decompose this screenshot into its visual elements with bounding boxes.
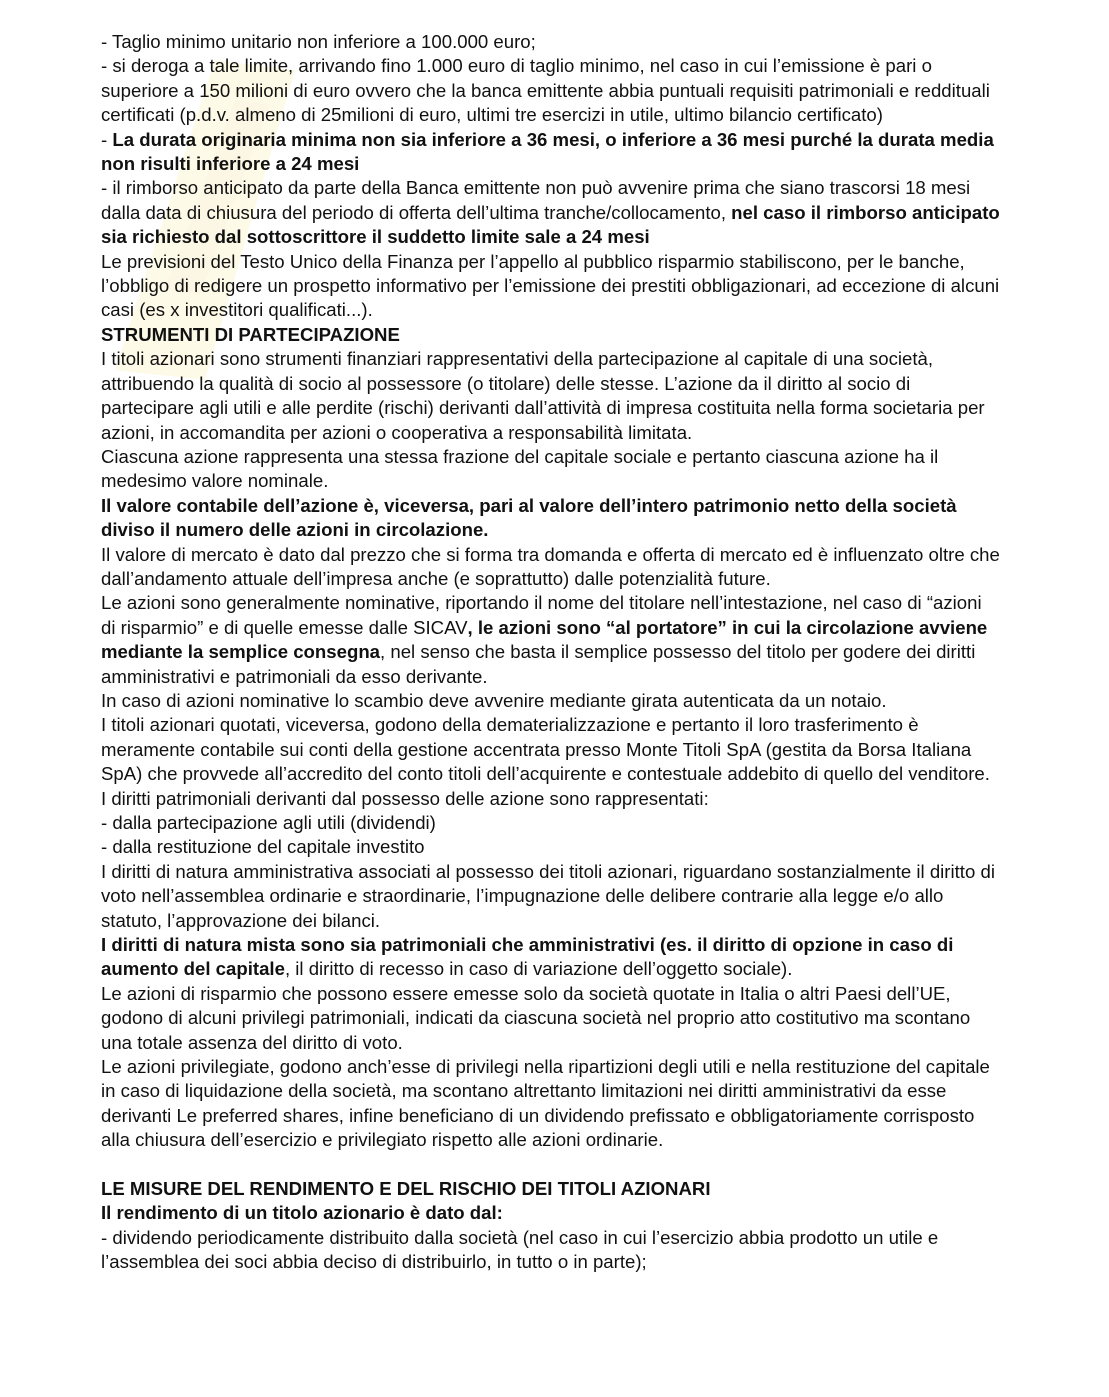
paragraph: I diritti patrimoniali derivanti dal possesso delle azione sono rappresentati: <box>101 787 709 809</box>
text-run: - il rimborso anticipato da parte della Banca emittente non può avvenire prima che siano trascorsi 18 mesi dalla data di chiusura del periodo di offerta dell’ultima tranche/collocamento, <box>101 177 971 223</box>
paragraph: I titoli azionari quotati, viceversa, godono della dematerializzazione e pertanto il loro trasferimento è meramente contabile sui conti della gestione accentrata presso Monte Titoli SpA (gestita da Borsa Italiana SpA) che provvede all’accredito del conto titoli dell’acquirente e contestuale addebito di quello del venditore. <box>101 714 990 785</box>
subheading: Il rendimento di un titolo azionario è dato dal: <box>101 1202 503 1224</box>
list-item: - dalla restituzione del capitale investito <box>101 836 425 858</box>
text-run: , nel senso che basta il semplice possesso del titolo per godere dei diritti amministrativi e patrimoniali da esso derivante. <box>101 641 976 687</box>
paragraph <box>101 591 1001 689</box>
section-heading: LE MISURE DEL RENDIMENTO E DEL RISCHIO DEI TITOLI AZIONARI <box>101 1178 711 1200</box>
paragraph: Le azioni privilegiate, godono anch’esse di privilegi nella ripartizioni degli utili e nella restituzione del capitale in caso di liquidazione della società, ma scontano altrettanto limitazioni nei diritti amministrativi da esse derivanti Le preferred shares, infine beneficiano di un dividendo prefissato e obbligatoriamente corrisposto alla chiusura dell’esercizio e privilegiato rispetto alle azioni ordinarie. <box>101 1056 990 1151</box>
paragraph <box>101 128 1001 177</box>
paragraph <box>101 176 1001 249</box>
text-run: Le azioni sono generalmente nominative, riportando il nome del titolare nell’intestazione, nel caso di “azioni di risparmio” e di quelle emesse dalle SICAV <box>101 592 982 638</box>
paragraph: - Taglio minimo unitario non inferiore a 100.000 euro; <box>101 31 536 52</box>
paragraph: Il valore di mercato è dato dal prezzo che si forma tra domanda e offerta di mercato ed è influenzato oltre che dall’andamento attuale dell’impresa anche (e soprattutto) dalle potenzialità future. <box>101 543 1000 589</box>
text-run: - <box>101 128 113 150</box>
bold-text: I diritti di natura mista sono sia patrimoniali che amministrativi (es. il diritto di opzione in caso di aumento del capitale <box>101 934 954 980</box>
bold-text: , le azioni sono “al portatore” in cui la circolazione avviene mediante la semplice consegna <box>101 616 988 663</box>
list-item: - dividendo periodicamente distribuito dalla società (nel caso in cui l’esercizio abbia prodotto un utile e l’assemblea dei soci abbia deciso di distribuirlo, in tutto o in parte); <box>101 1226 939 1273</box>
text-run: , il diritto di recesso in caso di variazione dell’oggetto sociale). <box>284 958 793 980</box>
bold-paragraph: Il valore contabile dell’azione è, viceversa, pari al valore dell’intero patrimonio netto della società diviso il numero delle azioni in circolazione. <box>101 494 957 541</box>
paragraph: Ciascuna azione rappresenta una stessa frazione del capitale sociale e pertanto ciascuna azione ha il medesimo valore nominale. <box>101 445 939 492</box>
paragraph: I titoli azionari sono strumenti finanziari rappresentativi della partecipazione al capitale di una società, attribuendo la qualità di socio al possessore (o titolare) delle stesse. L’azione da il diritto al socio di partecipare agli utili e alle perdite (rischi) derivanti dall’attività di impresa costituita nella forma societaria per azioni, in accomandita per azioni o cooperativa a responsabilità limitata. <box>101 348 985 443</box>
paragraph: I diritti di natura amministrativa associati al possesso dei titoli azionari, riguardano sostanzialmente il diritto di voto nell’assemblea ordinarie e straordinarie, l’impugnazione delle delibere contrarie alla legge e/o allo statuto, l’approvazione dei bilanci. <box>101 860 995 931</box>
bold-text: nel caso il rimborso anticipato sia richiesto dal sottoscrittore il suddetto limite sale a 24 mesi <box>101 201 1000 248</box>
spacer <box>101 1153 1001 1177</box>
bold-text: La durata originaria minima non sia inferiore a 36 mesi, o inferiore a 36 mesi purché la durata media non risulti inferiore a 24 mesi <box>101 128 994 175</box>
paragraph <box>101 933 1001 982</box>
list-item: - dalla partecipazione agli utili (dividendi) <box>101 812 436 833</box>
paragraph: Le previsioni del Testo Unico della Finanza per l’appello al pubblico risparmio stabiliscono, per le banche, l’obbligo di redigere un prospetto informativo per l’emissione dei prestiti obbligazionari, ad eccezione di alcuni casi (es x investitori qualificati...). <box>101 250 1000 321</box>
paragraph: Le azioni di risparmio che possono essere emesse solo da società quotate in Italia o altri Paesi dell’UE, godono di alcuni privilegi patrimoniali, indicati da ciascuna società nel proprio atto costitutivo ma scontano una totale assenza del diritto di voto. <box>101 982 971 1053</box>
section-heading: STRUMENTI DI PARTECIPAZIONE <box>101 323 400 345</box>
document-page <box>101 30 1001 1275</box>
paragraph: In caso di azioni nominative lo scambio deve avvenire mediante girata autenticata da un notaio. <box>101 689 887 711</box>
paragraph: - si deroga a tale limite, arrivando fino 1.000 euro di taglio minimo, nel caso in cui l’emissione è pari o superiore a 150 milioni di euro ovvero che la banca emittente abbia puntuali requisiti patrimoniali e reddituali certificati (p.d.v. almeno di 25milioni di euro, ultimi tre esercizi in utile, ultimo bilancio certificato) <box>101 55 990 126</box>
